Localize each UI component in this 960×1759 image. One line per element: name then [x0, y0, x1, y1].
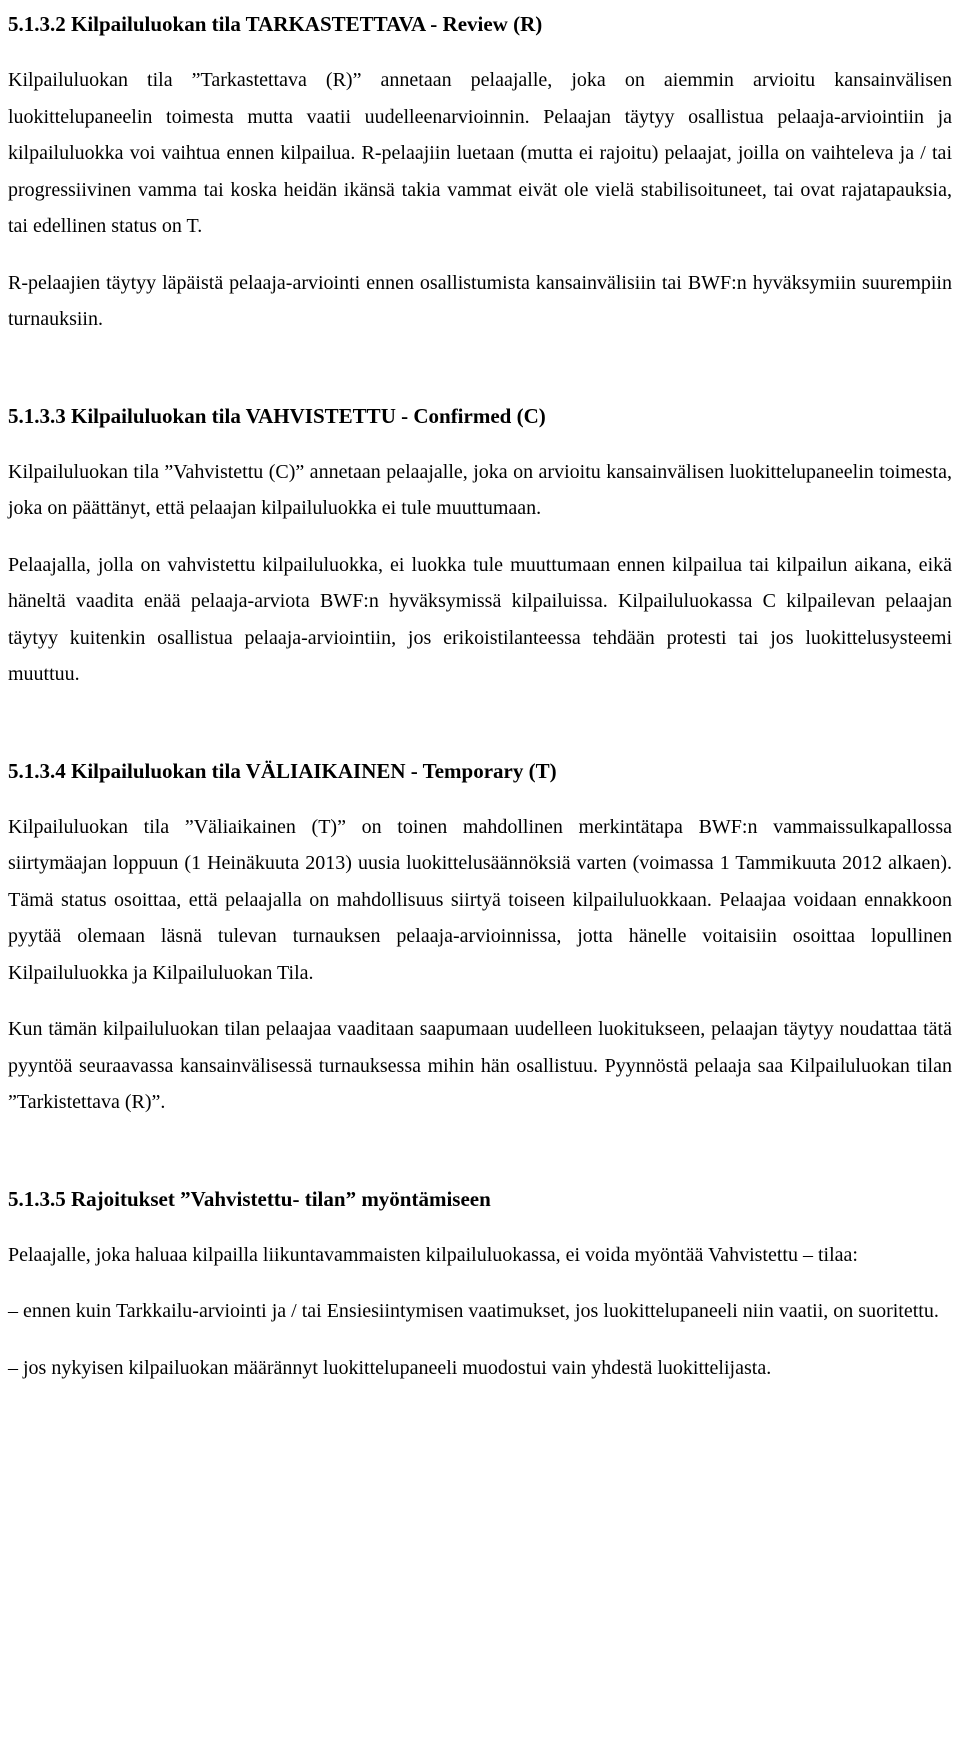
paragraph: Kilpailuluokan tila ”Vahvistettu (C)” annetaan pelaajalle, joka on arvioitu kansainvälisen luokittelupaneelin toimesta, joka on päättänyt, että pelaajan kilpailuluokka ei tule muuttumaan.: [8, 460, 952, 519]
list-item: – jos nykyisen kilpailuokan määrännyt luokittelupaneeli muodostui vain yhdestä luokittelijasta.: [8, 1356, 772, 1379]
section-heading: 5.1.3.2 Kilpailuluokan tila TARKASTETTAVA - Review (R): [8, 12, 543, 36]
section-5-1-3-4: [8, 753, 952, 1121]
paragraph: Kilpailuluokan tila ”Tarkastettava (R)” annetaan pelaajalle, joka on aiemmin arvioitu kansainvälisen luokittelupaneelin toimesta mutta vaatii uudelleenarvioinnin. Pelaajan täytyy osallistua pelaaja-arviointiin ja kilpailuluokka voi vaihtua ennen kilpailua. R-pelaajiin luetaan (mutta ei rajoitu) pelaajat, joilla on vaihteleva ja / tai progressiivinen vamma tai koska heidän ikänsä takia vammat eivät ole vielä stabilisoituneet, tai ovat rajatapauksia, tai edellinen status on T.: [8, 69, 952, 237]
paragraph: Kun tämän kilpailuluokan tilan pelaajaa vaaditaan saapumaan uudelleen luokitukseen, pelaajan täytyy noudattaa tätä pyyntöä seuraavassa kansainvälisessä turnauksessa mihin hän osallistuu. Pyynnöstä pelaaja saa Kilpailuluokan tilan ”Tarkistettava (R)”.: [8, 1018, 952, 1113]
paragraph: Kilpailuluokan tila ”Väliaikainen (T)” on toinen mahdollinen merkintätapa BWF:n vammaissulkapallossa siirtymäajan loppuun (1 Heinäkuuta 2013) uusia luokittelusäännöksiä varten (voimassa 1 Tammikuuta 2012 alkaen). Tämä status osoittaa, että pelaajalla on mahdollisuus siirtyä toiseen kilpailuluokkaan. Pelaajaa voidaan ennakkoon pyytää olemaan läsnä tulevan turnauksen pelaaja-arvioinnissa, jotta hänelle voitaisiin osoittaa lopullinen Kilpailuluokka ja Kilpailuluokan Tila.: [8, 815, 952, 984]
paragraph: Pelaajalle, joka haluaa kilpailla liikuntavammaisten kilpailuluokassa, ei voida myöntää Vahvistettu – tilaa:: [8, 1243, 858, 1266]
list-item: – ennen kuin Tarkkailu-arviointi ja / tai Ensiesiintymisen vaatimukset, jos luokittelupaneeli niin vaatii, on suoritettu.: [8, 1300, 939, 1322]
section-heading: 5.1.3.4 Kilpailuluokan tila VÄLIAIKAINEN - Temporary (T): [8, 758, 557, 783]
section-5-1-3-5: [8, 1181, 952, 1387]
section-5-1-3-2: [8, 6, 952, 338]
section-heading: 5.1.3.3 Kilpailuluokan tila VAHVISTETTU - Confirmed (C): [8, 403, 546, 428]
section-heading: 5.1.3.5 Rajoitukset ”Vahvistettu- tilan” myöntämiseen: [8, 1186, 491, 1211]
paragraph: Pelaajalla, jolla on vahvistettu kilpailuluokka, ei luokka tule muuttumaan ennen kilpailua tai kilpailun aikana, eikä häneltä vaadita enää pelaaja-arviota BWF:n hyväksymissä kilpailuissa. Kilpailuluokassa C kilpailevan pelaajan täytyy kuitenkin osallistua pelaaja-arviointiin, jos erikoistilanteessa tehdään protesti tai jos luokittelusysteemi muuttuu.: [8, 553, 952, 685]
paragraph: R-pelaajien täytyy läpäistä pelaaja-arviointi ennen osallistumista kansainvälisiin tai BWF:n hyväksymiin suurempiin turnauksiin.: [8, 271, 952, 330]
section-5-1-3-3: [8, 398, 952, 693]
